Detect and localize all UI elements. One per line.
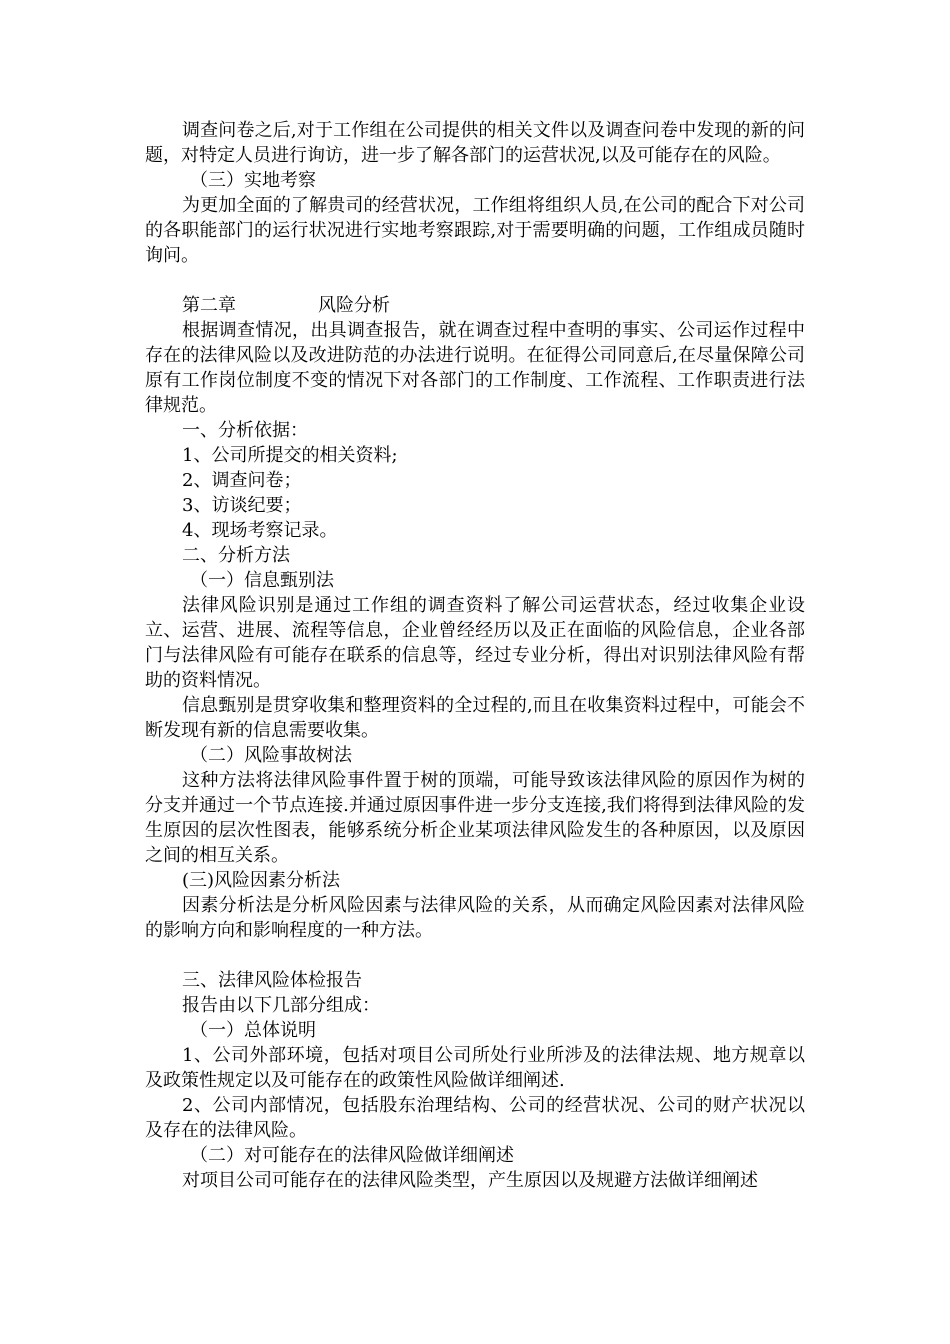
paragraph: 2、公司内部情况，包括股东治理结构、公司的经营状况、公司的财产状况以及存在的法律风险。 [145,1095,805,1141]
chapter-heading [145,293,805,318]
paragraph: 报告由以下几部分组成： [182,995,380,1016]
section-heading: 一、分析依据： [182,420,308,441]
section-heading: 二、分析方法 [182,545,290,566]
section-heading: 三、法律风险体检报告 [182,970,362,991]
list-item: 3、访谈纪要； [182,495,302,516]
paragraph: 根据调查情况，出具调查报告，就在调查过程中查明的事实、公司运作过程中存在的法律风险以及改进防范的办法进行说明。在征得公司同意后,在尽量保障公司原有工作岗位制度不变的情况下对各部门的工作制度、工作流程、工作职责进行法律规范。 [145,320,805,416]
spacer [145,268,805,293]
paragraph: 对项目公司可能存在的法律风险类型，产生原因以及规避方法做详细阐述 [182,1170,758,1191]
subsection-heading: （二）风险事故树法 [190,745,352,766]
paragraph: 因素分析法是分析风险因素与法律风险的关系，从而确定风险因素对法律风险的影响方向和影响程度的一种方法。 [145,895,805,941]
paragraph: 法律风险识别是通过工作组的调查资料了解公司运营状态，经过收集企业设立、运营、进展、流程等信息，企业曾经经历以及正在面临的风险信息，企业各部门与法律风险有可能存在联系的信息等，经过专业分析，得出对识别法律风险有帮助的资料情况。 [145,595,805,691]
list-item: 4、现场考察记录。 [182,520,338,541]
subsection-heading: （一）信息甄别法 [190,570,334,591]
chapter-title: 风险分析 [318,295,390,316]
chapter-number: 第二章 [182,295,236,316]
section-heading: （三）实地考察 [190,170,316,191]
subsection-heading: （二）对可能存在的法律风险做详细阐述 [190,1145,514,1166]
paragraph: 调查问卷之后,对于工作组在公司提供的相关文件以及调查问卷中发现的新的问题，对特定人员进行询访，进一步了解各部门的运营状况,以及可能存在的风险。 [145,120,805,166]
paragraph: 为更加全面的了解贵司的经营状况，工作组将组织人员,在公司的配合下对公司的各职能部门的运行状况进行实地考察跟踪,对于需要明确的问题，工作组成员随时询问。 [145,195,805,266]
list-item: 2、调查问卷； [182,470,302,491]
paragraph: 1、公司外部环境，包括对项目公司所处行业所涉及的法律法规、地方规章以及政策性规定以及可能存在的政策性风险做详细阐述. [145,1045,805,1091]
document-body [145,118,805,1193]
subsection-heading: (三)风险因素分析法 [182,870,341,891]
spacer [145,943,805,968]
paragraph: 信息甄别是贯穿收集和整理资料的全过程的,而且在收集资料过程中，可能会不断发现有新的信息需要收集。 [145,695,805,741]
paragraph: 这种方法将法律风险事件置于树的顶端，可能导致该法律风险的原因作为树的分支并通过一个节点连接.并通过原因事件进一步分支连接,我们将得到法律风险的发生原因的层次性图表，能够系统分析企业某项法律风险发生的各种原因，以及原因之间的相互关系。 [145,770,805,866]
subsection-heading: （一）总体说明 [190,1020,316,1041]
list-item: 1、公司所提交的相关资料; [182,445,398,466]
